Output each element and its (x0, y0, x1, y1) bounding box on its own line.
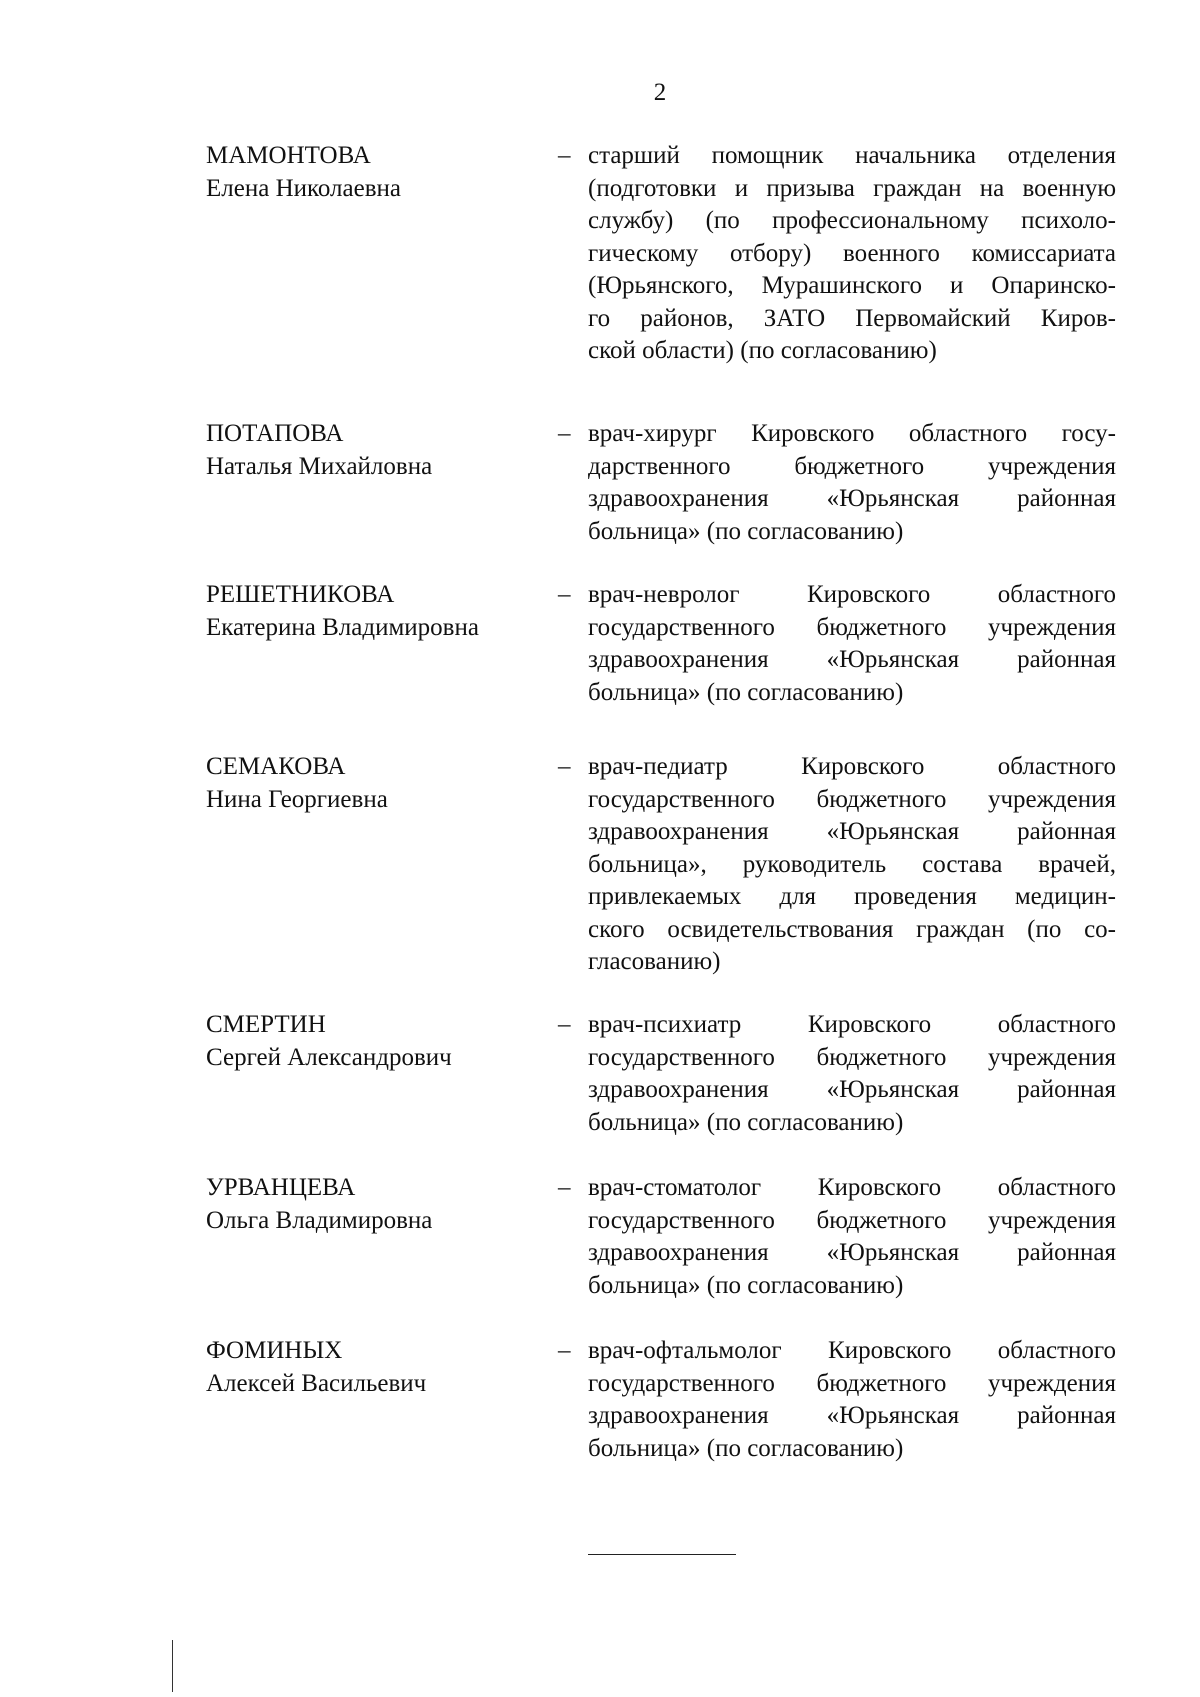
position-line: государственного бюджетного учреждения (588, 1369, 1116, 1397)
dash-separator: – (558, 1011, 571, 1038)
position-line: здравоохранения «Юрьянская районная (588, 1402, 1116, 1429)
position-line: дарственного бюджетного учреждения (588, 452, 1116, 480)
position-line: врач-психиатр Кировского областного (588, 1011, 1116, 1038)
member-surname: СЕМАКОВА (206, 753, 346, 780)
dash-separator: – (558, 142, 571, 169)
position-line: здравоохранения «Юрьянская районная (588, 818, 1116, 845)
position-line: здравоохранения «Юрьянская районная (588, 1076, 1116, 1103)
member-name (206, 1335, 546, 1400)
dash-separator: – (558, 753, 571, 780)
position-line: го районов, ЗАТО Первомайский Киров- (588, 304, 1116, 332)
member-position (588, 751, 1116, 979)
position-line: гласованию) (588, 948, 721, 975)
position-line: государственного бюджетного учреждения (588, 1043, 1116, 1071)
position-line: больница» (по согласованию) (588, 517, 904, 545)
member-surname: ПОТАПОВА (206, 420, 344, 447)
member-surname: СМЕРТИН (206, 1011, 326, 1038)
member-name (206, 140, 546, 205)
position-line: государственного бюджетного учреждения (588, 1206, 1116, 1234)
member-position (588, 1172, 1116, 1302)
position-line: здравоохранения «Юрьянская районная (588, 646, 1116, 673)
member-given-names: Нина Георгиевна (206, 785, 388, 813)
member-surname: МАМОНТОВА (206, 142, 371, 169)
dash-separator: – (558, 581, 571, 608)
position-line: здравоохранения «Юрьянская районная (588, 485, 1116, 512)
position-line: врач-стоматолог Кировского областного (588, 1174, 1116, 1201)
member-position (588, 1335, 1116, 1465)
margin-mark (172, 1640, 173, 1692)
position-line: (подготовки и призыва граждан на военную (588, 174, 1116, 202)
position-line: врач-офтальмолог Кировского областного (588, 1337, 1116, 1364)
member-name (206, 579, 546, 644)
position-line: больница» (по согласованию) (588, 1271, 904, 1299)
position-line: привлекаемых для проведения медицин- (588, 883, 1116, 910)
member-given-names: Елена Николаевна (206, 174, 401, 202)
position-line: больница» (по согласованию) (588, 678, 904, 706)
position-line: гическому отбору) военного комиссариата (588, 239, 1116, 267)
member-position (588, 1009, 1116, 1139)
position-line: врач-педиатр Кировского областного (588, 753, 1116, 780)
member-surname: УРВАНЦЕВА (206, 1174, 356, 1201)
member-given-names: Наталья Михайловна (206, 452, 433, 480)
member-name (206, 418, 546, 483)
dash-separator: – (558, 1337, 571, 1364)
member-surname: РЕШЕТНИКОВА (206, 581, 395, 608)
position-line: больница» (по согласованию) (588, 1434, 904, 1462)
dash-separator: – (558, 420, 571, 447)
member-given-names: Екатерина Владимировна (206, 613, 479, 641)
dash-separator: – (558, 1174, 571, 1201)
member-position (588, 140, 1116, 368)
member-name (206, 751, 546, 816)
member-name (206, 1009, 546, 1074)
member-given-names: Сергей Александрович (206, 1043, 452, 1071)
member-given-names: Алексей Васильевич (206, 1369, 427, 1397)
position-line: здравоохранения «Юрьянская районная (588, 1239, 1116, 1266)
member-name (206, 1172, 546, 1237)
position-line: государственного бюджетного учреждения (588, 785, 1116, 813)
position-line: ской области) (по согласованию) (588, 337, 937, 364)
position-line: государственного бюджетного учреждения (588, 613, 1116, 641)
position-line: врач-невролог Кировского областного (588, 581, 1116, 608)
member-surname: ФОМИНЫХ (206, 1337, 343, 1364)
position-line: больница» (по согласованию) (588, 1108, 904, 1136)
position-line: (Юрьянского, Мурашинского и Опаринско- (588, 272, 1116, 299)
member-position (588, 418, 1116, 548)
position-line: старший помощник начальника отделения (588, 142, 1116, 169)
position-line: службу) (по профессиональному психоло- (588, 207, 1116, 234)
position-line: больница», руководитель состава врачей, (588, 850, 1116, 878)
position-line: врач-хирург Кировского областного госу- (588, 420, 1116, 447)
page-number: 2 (653, 79, 667, 106)
member-position (588, 579, 1116, 709)
position-line: ского освидетельствования граждан (по со- (588, 915, 1116, 943)
member-given-names: Ольга Владимировна (206, 1206, 433, 1234)
end-rule (588, 1554, 736, 1555)
